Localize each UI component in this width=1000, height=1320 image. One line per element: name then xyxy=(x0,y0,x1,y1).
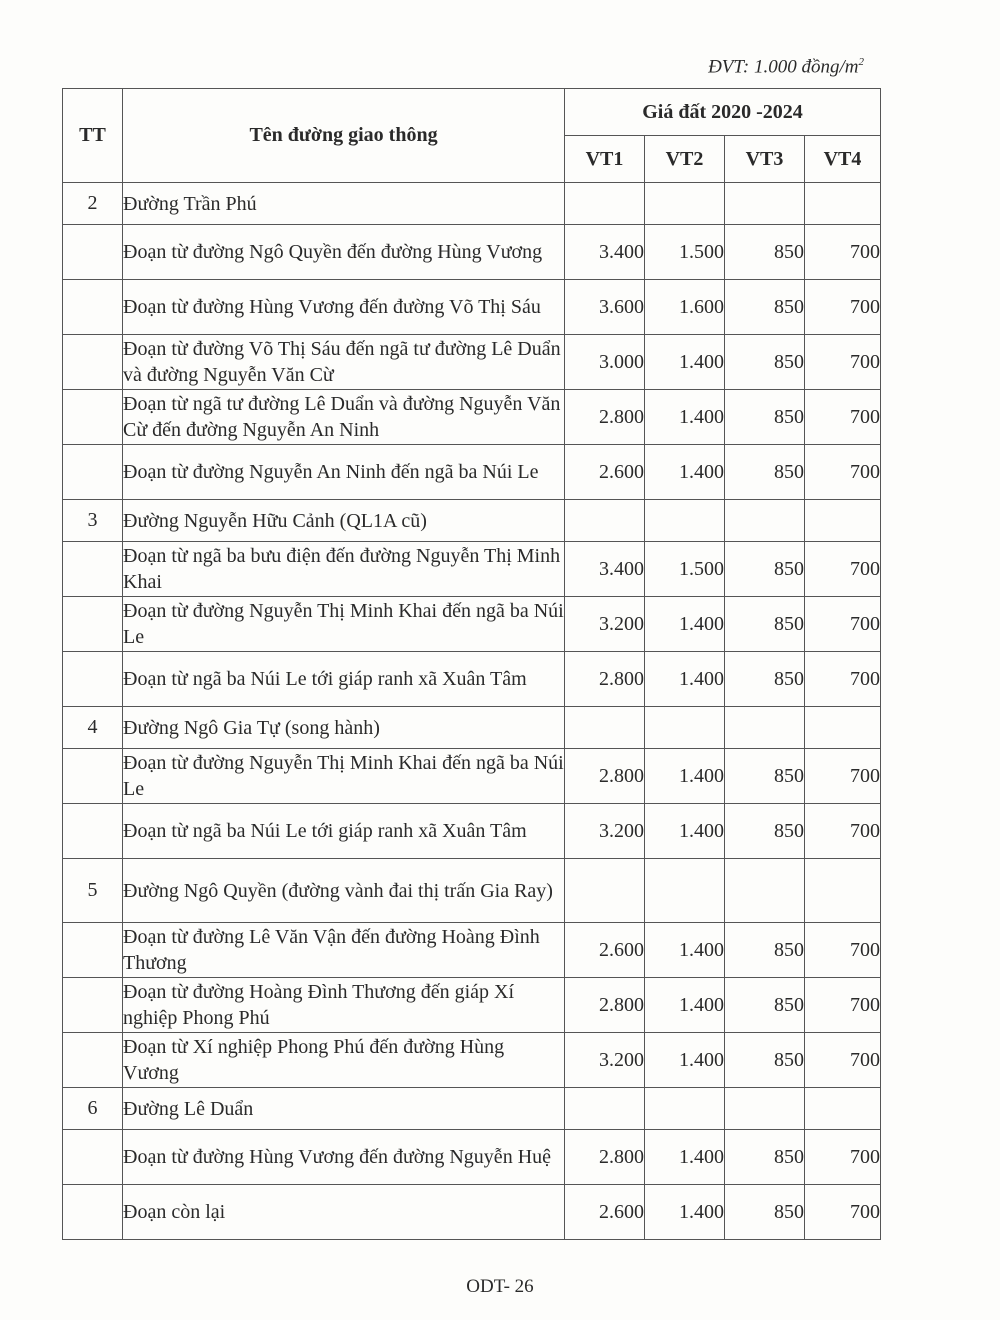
table-row xyxy=(63,390,881,445)
group-row xyxy=(63,707,881,749)
row-tt-cell xyxy=(63,652,123,707)
header-road-name: Tên đường giao thông xyxy=(123,89,565,183)
vt2-cell: 1.400 xyxy=(645,597,725,652)
road-name-cell: Đoạn còn lại xyxy=(123,1185,565,1240)
page-footer: ODT- 26 xyxy=(466,1276,534,1297)
vt4-cell xyxy=(805,183,881,225)
vt3-cell: 850 xyxy=(725,1130,805,1185)
table-row xyxy=(63,1185,881,1240)
vt2-cell: 1.500 xyxy=(645,542,725,597)
vt4-cell: 700 xyxy=(805,225,881,280)
vt1-cell: 2.800 xyxy=(565,749,645,804)
table-row xyxy=(63,804,881,859)
vt2-cell xyxy=(645,183,725,225)
vt4-cell xyxy=(805,1088,881,1130)
group-row xyxy=(63,1088,881,1130)
road-name-cell: Đường Ngô Quyền (đường vành đai thị trấn Gia Ray) xyxy=(123,859,565,923)
vt3-cell: 850 xyxy=(725,597,805,652)
row-tt-cell: 4 xyxy=(63,707,123,749)
row-tt-cell xyxy=(63,445,123,500)
row-tt-cell xyxy=(63,335,123,390)
vt4-cell xyxy=(805,500,881,542)
table-row xyxy=(63,335,881,390)
vt4-cell: 700 xyxy=(805,390,881,445)
road-name-cell: Đoạn từ đường Võ Thị Sáu đến ngã tư đường Lê Duẩn và đường Nguyễn Văn Cừ xyxy=(123,335,565,390)
vt3-cell: 850 xyxy=(725,749,805,804)
land-price-table xyxy=(62,88,881,1240)
vt1-cell: 3.200 xyxy=(565,597,645,652)
vt1-cell: 2.600 xyxy=(565,445,645,500)
vt1-cell: 2.800 xyxy=(565,652,645,707)
row-tt-cell xyxy=(63,225,123,280)
vt4-cell xyxy=(805,859,881,923)
group-row xyxy=(63,183,881,225)
road-name-cell: Đoạn từ đường Hùng Vương đến đường Võ Thị Sáu xyxy=(123,280,565,335)
vt2-cell: 1.400 xyxy=(645,1130,725,1185)
vt3-cell: 850 xyxy=(725,652,805,707)
vt3-cell xyxy=(725,859,805,923)
table-row xyxy=(63,652,881,707)
header-vt1: VT1 xyxy=(565,136,645,183)
vt4-cell: 700 xyxy=(805,652,881,707)
vt2-cell: 1.400 xyxy=(645,749,725,804)
unit-label: ĐVT: 1.000 đồng/$m^2$ xyxy=(708,56,864,78)
road-name-cell: Đường Lê Duẩn xyxy=(123,1088,565,1130)
vt1-cell: 3.600 xyxy=(565,280,645,335)
vt3-cell xyxy=(725,500,805,542)
vt2-cell xyxy=(645,500,725,542)
vt3-cell: 850 xyxy=(725,978,805,1033)
table-row xyxy=(63,749,881,804)
road-name-cell: Đoạn từ đường Nguyễn Thị Minh Khai đến ngã ba Núi Le xyxy=(123,597,565,652)
table-row xyxy=(63,542,881,597)
vt1-cell: 3.200 xyxy=(565,1033,645,1088)
header-vt2: VT2 xyxy=(645,136,725,183)
vt3-cell: 850 xyxy=(725,1033,805,1088)
row-tt-cell xyxy=(63,923,123,978)
row-tt-cell: 5 xyxy=(63,859,123,923)
row-tt-cell xyxy=(63,1130,123,1185)
vt2-cell: 1.500 xyxy=(645,225,725,280)
vt1-cell: 2.600 xyxy=(565,1185,645,1240)
vt1-cell xyxy=(565,183,645,225)
vt2-cell: 1.400 xyxy=(645,335,725,390)
header-vt4: VT4 xyxy=(805,136,881,183)
header-vt3: VT3 xyxy=(725,136,805,183)
vt2-cell: 1.400 xyxy=(645,923,725,978)
vt4-cell: 700 xyxy=(805,597,881,652)
vt4-cell: 700 xyxy=(805,804,881,859)
vt1-cell: 3.400 xyxy=(565,225,645,280)
road-name-cell: Đoạn từ đường Nguyễn An Ninh đến ngã ba Núi Le xyxy=(123,445,565,500)
road-name-cell: Đoạn từ đường Ngô Quyền đến đường Hùng Vương xyxy=(123,225,565,280)
vt2-cell xyxy=(645,859,725,923)
vt4-cell: 700 xyxy=(805,445,881,500)
vt2-cell: 1.400 xyxy=(645,445,725,500)
vt3-cell: 850 xyxy=(725,390,805,445)
road-name-cell: Đoạn từ Xí nghiệp Phong Phú đến đường Hùng Vương xyxy=(123,1033,565,1088)
vt3-cell: 850 xyxy=(725,335,805,390)
vt3-cell: 850 xyxy=(725,923,805,978)
vt1-cell xyxy=(565,707,645,749)
vt3-cell xyxy=(725,1088,805,1130)
table-body xyxy=(63,183,881,1240)
vt4-cell xyxy=(805,707,881,749)
vt4-cell: 700 xyxy=(805,1130,881,1185)
header-tt: TT xyxy=(63,89,123,183)
road-name-cell: Đoạn từ ngã tư đường Lê Duẩn và đường Nguyễn Văn Cừ đến đường Nguyễn An Ninh xyxy=(123,390,565,445)
road-name-cell: Đoạn từ đường Lê Văn Vận đến đường Hoàng Đình Thương xyxy=(123,923,565,978)
row-tt-cell: 2 xyxy=(63,183,123,225)
vt3-cell xyxy=(725,707,805,749)
group-row xyxy=(63,500,881,542)
road-name-cell: Đoạn từ ngã ba Núi Le tới giáp ranh xã Xuân Tâm xyxy=(123,804,565,859)
vt1-cell xyxy=(565,1088,645,1130)
row-tt-cell: 6 xyxy=(63,1088,123,1130)
row-tt-cell xyxy=(63,1033,123,1088)
header-price-group: Giá đất 2020 -2024 xyxy=(565,89,881,136)
vt2-cell: 1.400 xyxy=(645,1185,725,1240)
road-name-cell: Đường Trần Phú xyxy=(123,183,565,225)
vt2-cell xyxy=(645,1088,725,1130)
row-tt-cell xyxy=(63,1185,123,1240)
vt1-cell: 2.600 xyxy=(565,923,645,978)
vt2-cell: 1.400 xyxy=(645,390,725,445)
table-row xyxy=(63,280,881,335)
vt1-cell: 2.800 xyxy=(565,978,645,1033)
table-row xyxy=(63,923,881,978)
vt4-cell: 700 xyxy=(805,1185,881,1240)
vt3-cell: 850 xyxy=(725,445,805,500)
vt3-cell: 850 xyxy=(725,1185,805,1240)
vt2-cell: 1.600 xyxy=(645,280,725,335)
vt2-cell: 1.400 xyxy=(645,978,725,1033)
vt1-cell xyxy=(565,500,645,542)
vt3-cell: 850 xyxy=(725,280,805,335)
road-name-cell: Đoạn từ ngã ba bưu điện đến đường Nguyễn Thị Minh Khai xyxy=(123,542,565,597)
group-row xyxy=(63,859,881,923)
vt2-cell: 1.400 xyxy=(645,652,725,707)
road-name-cell: Đoạn từ đường Hoàng Đình Thương đến giáp Xí nghiệp Phong Phú xyxy=(123,978,565,1033)
row-tt-cell xyxy=(63,597,123,652)
vt2-cell: 1.400 xyxy=(645,1033,725,1088)
vt1-cell: 3.200 xyxy=(565,804,645,859)
table-row xyxy=(63,1033,881,1088)
vt1-cell xyxy=(565,859,645,923)
vt3-cell: 850 xyxy=(725,542,805,597)
vt4-cell: 700 xyxy=(805,335,881,390)
vt2-cell: 1.400 xyxy=(645,804,725,859)
table-row xyxy=(63,445,881,500)
vt4-cell: 700 xyxy=(805,1033,881,1088)
vt2-cell xyxy=(645,707,725,749)
road-name-cell: Đường Ngô Gia Tự (song hành) xyxy=(123,707,565,749)
vt4-cell: 700 xyxy=(805,749,881,804)
row-tt-cell xyxy=(63,804,123,859)
row-tt-cell xyxy=(63,390,123,445)
vt1-cell: 2.800 xyxy=(565,390,645,445)
vt4-cell: 700 xyxy=(805,923,881,978)
vt4-cell: 700 xyxy=(805,542,881,597)
road-name-cell: Đoạn từ ngã ba Núi Le tới giáp ranh xã Xuân Tâm xyxy=(123,652,565,707)
vt4-cell: 700 xyxy=(805,280,881,335)
vt1-cell: 3.000 xyxy=(565,335,645,390)
road-name-cell: Đoạn từ đường Hùng Vương đến đường Nguyễn Huệ xyxy=(123,1130,565,1185)
vt1-cell: 2.800 xyxy=(565,1130,645,1185)
row-tt-cell xyxy=(63,749,123,804)
vt4-cell: 700 xyxy=(805,978,881,1033)
table-row xyxy=(63,225,881,280)
road-name-cell: Đường Nguyễn Hữu Cảnh (QL1A cũ) xyxy=(123,500,565,542)
table-row xyxy=(63,1130,881,1185)
row-tt-cell: 3 xyxy=(63,500,123,542)
vt3-cell: 850 xyxy=(725,225,805,280)
table-row xyxy=(63,978,881,1033)
row-tt-cell xyxy=(63,542,123,597)
vt3-cell xyxy=(725,183,805,225)
road-name-cell: Đoạn từ đường Nguyễn Thị Minh Khai đến ngã ba Núi Le xyxy=(123,749,565,804)
vt3-cell: 850 xyxy=(725,804,805,859)
row-tt-cell xyxy=(63,280,123,335)
row-tt-cell xyxy=(63,978,123,1033)
vt1-cell: 3.400 xyxy=(565,542,645,597)
table-row xyxy=(63,597,881,652)
